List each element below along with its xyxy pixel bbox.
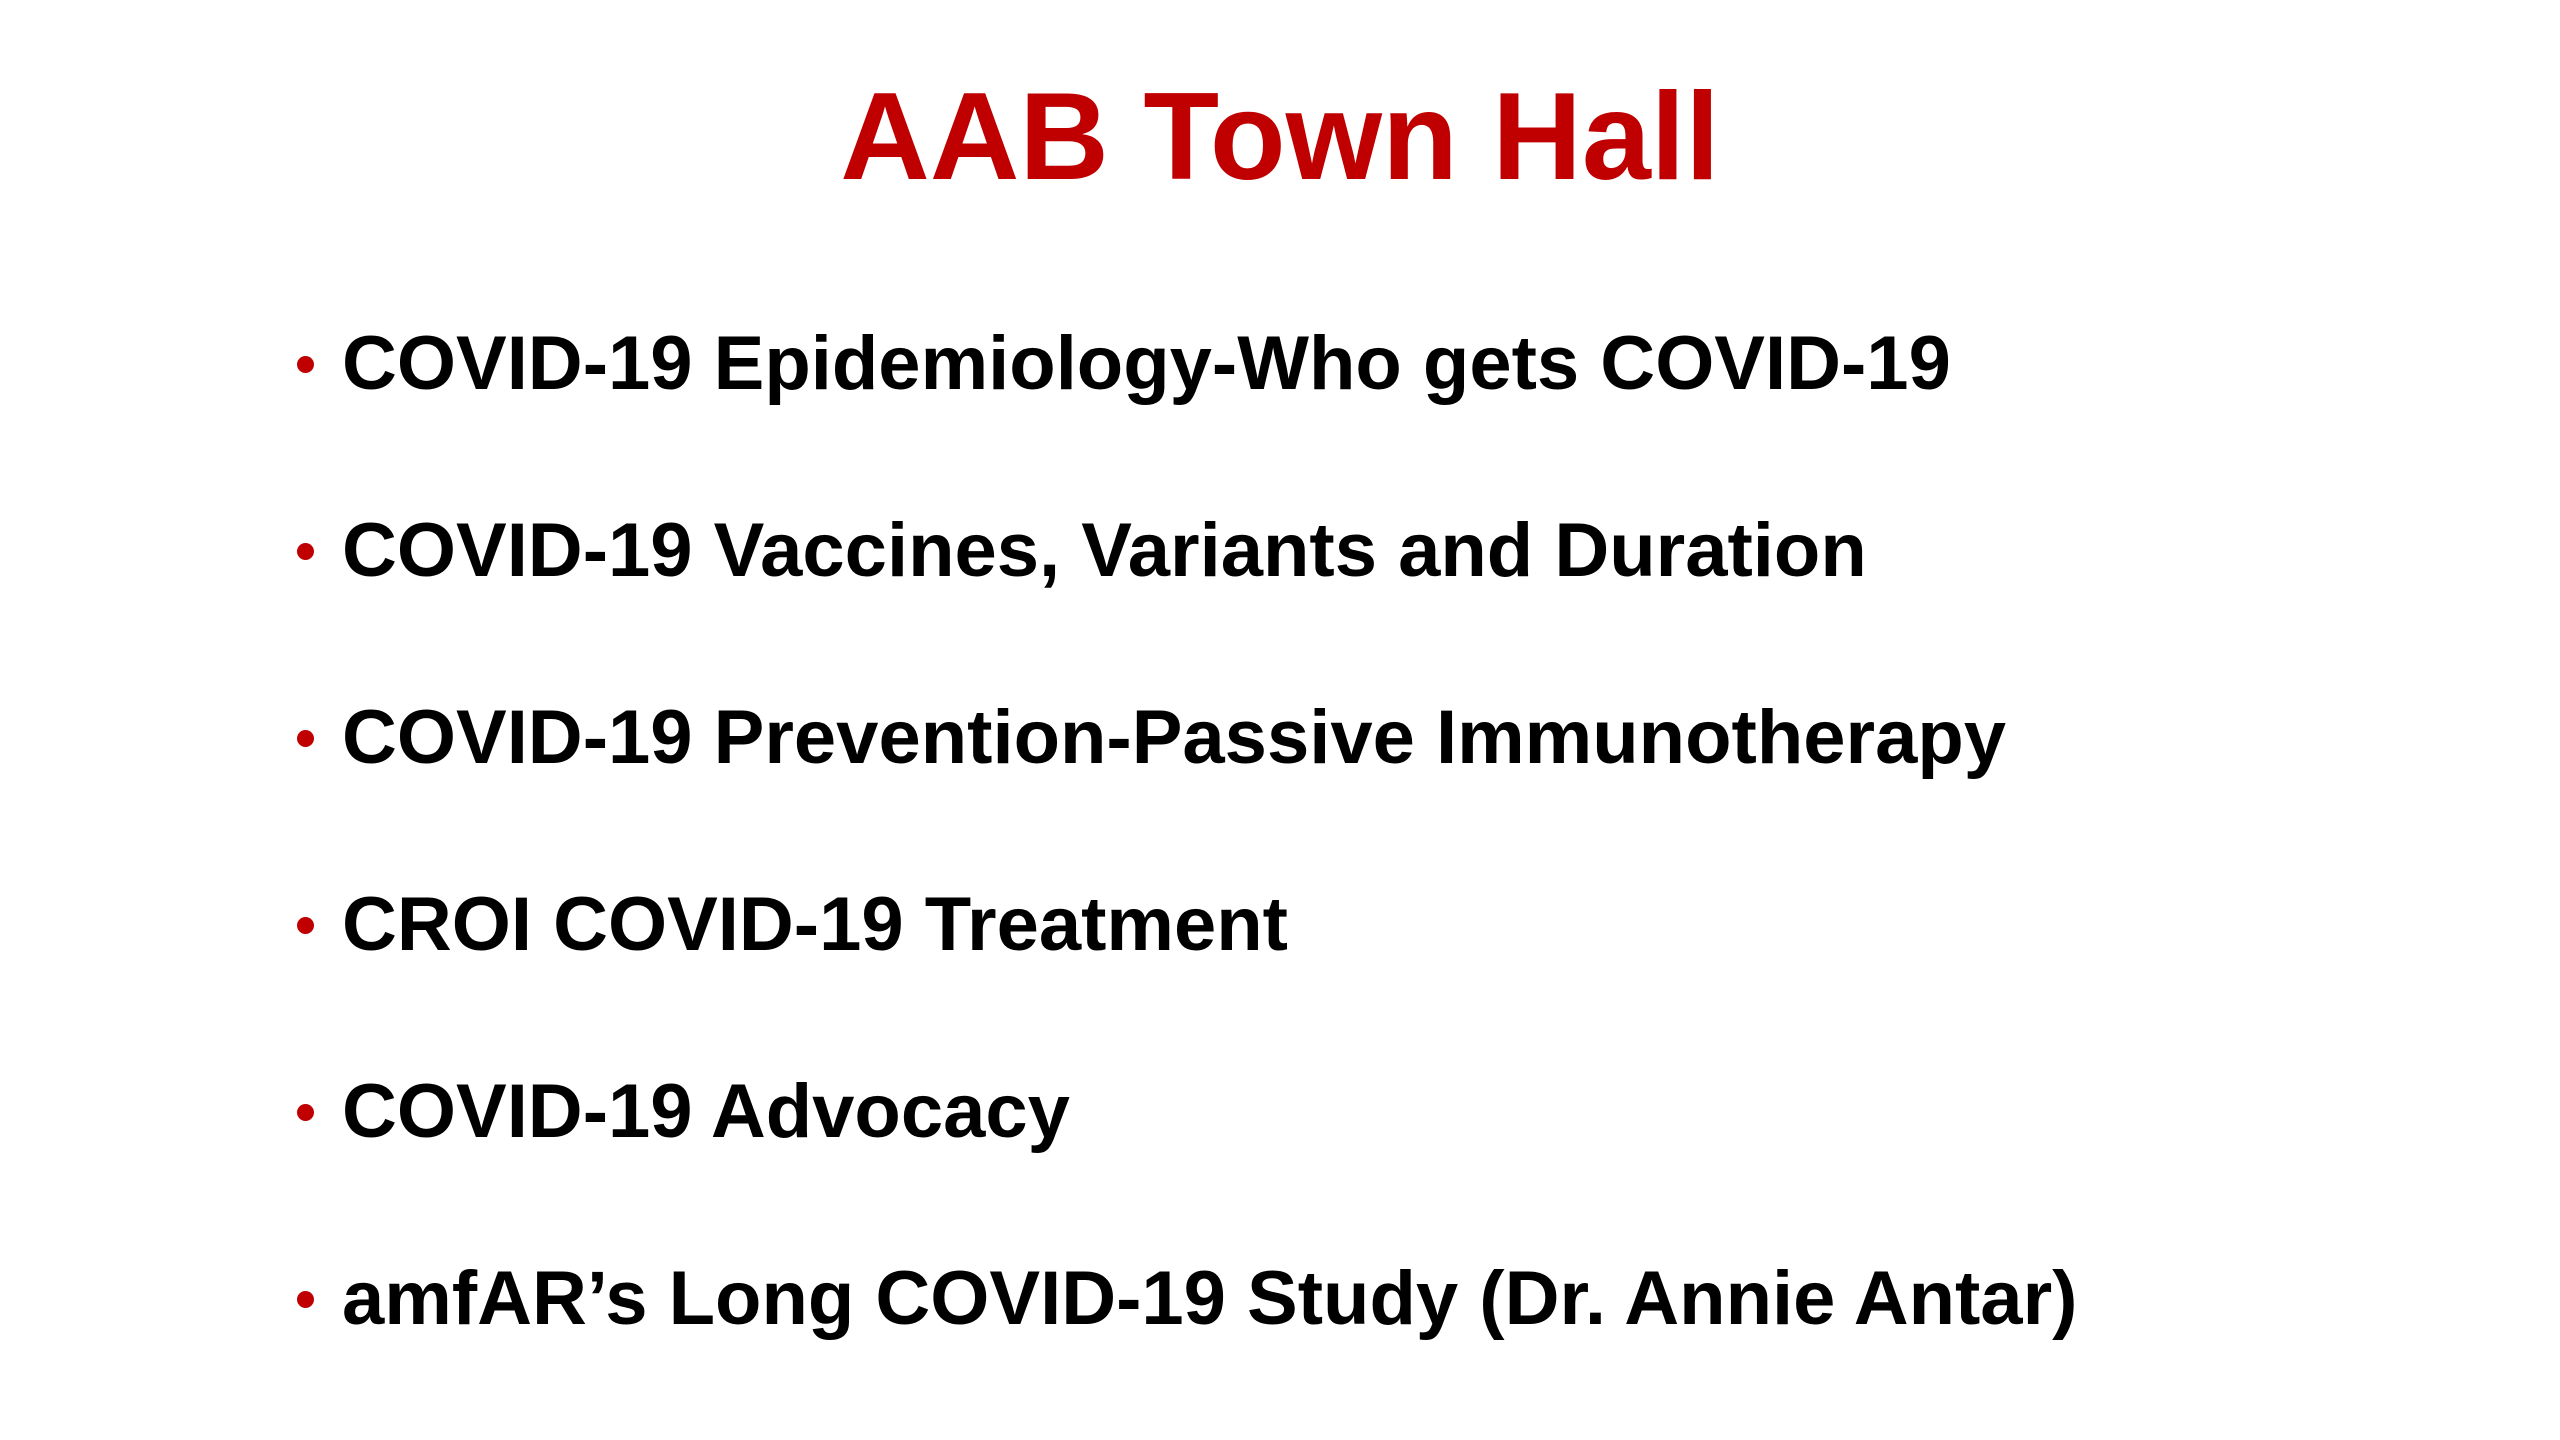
bullet-item (297, 644, 2077, 831)
bullet-text: COVID-19 Epidemiology-Who gets COVID-19 (342, 320, 1951, 406)
bullet-text: COVID-19 Vaccines, Variants and Duration (342, 507, 1867, 593)
bullet-item (297, 1018, 2077, 1205)
bullet-item (297, 1205, 2077, 1392)
bullet-item (297, 270, 2077, 457)
red-dot-icon (297, 1291, 314, 1308)
red-dot-icon (297, 1104, 314, 1121)
slide-title: AAB Town Hall (840, 68, 1720, 206)
red-dot-icon (297, 730, 314, 747)
bullet-text: CROI COVID-19 Treatment (342, 881, 1288, 967)
bullet-text: amfAR’s Long COVID-19 Study (Dr. Annie Antar) (342, 1255, 2078, 1341)
bullet-item (297, 831, 2077, 1018)
bullet-list (297, 270, 2077, 1392)
bullet-text: COVID-19 Prevention-Passive Immunotherapy (342, 694, 2007, 780)
bullet-text: COVID-19 Advocacy (342, 1068, 1070, 1154)
red-dot-icon (297, 543, 314, 560)
bullet-item (297, 457, 2077, 644)
red-dot-icon (297, 917, 314, 934)
red-dot-icon (297, 356, 314, 373)
